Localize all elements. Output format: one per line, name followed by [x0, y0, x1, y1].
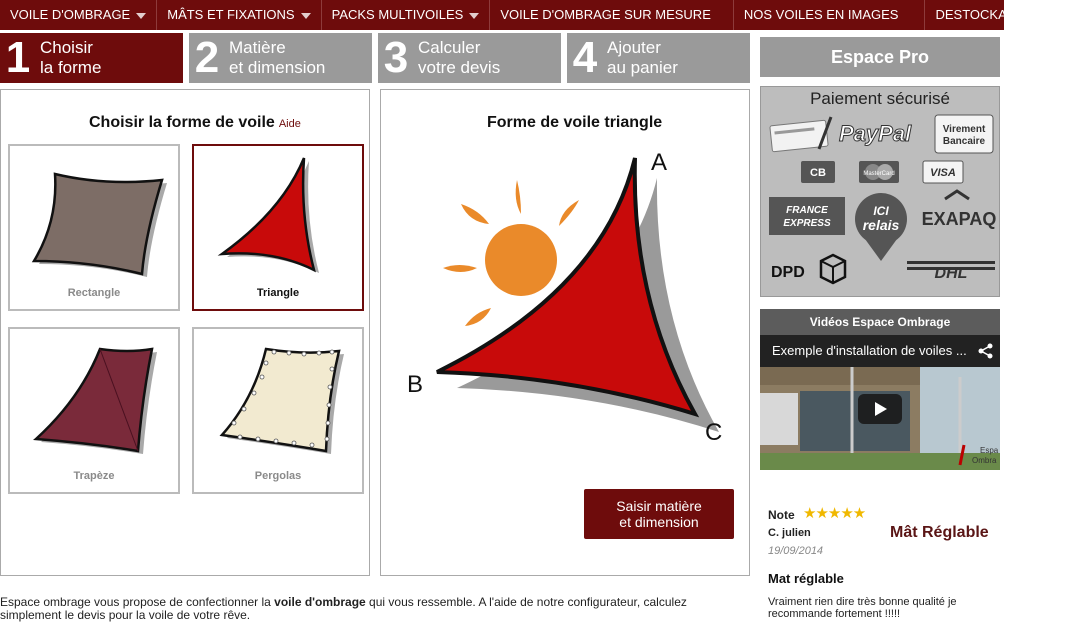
shape-pergolas[interactable] — [192, 327, 364, 494]
shape-chooser-panel — [0, 89, 370, 576]
payment-logos — [761, 111, 999, 297]
step-4[interactable]: 4 Ajouter au panier — [567, 33, 750, 83]
video-thumbnail[interactable] — [760, 367, 1000, 470]
svg-text:CB: CB — [810, 167, 826, 179]
main-nav — [0, 0, 1026, 30]
shape-label: Rectangle — [67, 287, 121, 299]
payment-title: Paiement sécurisé — [810, 89, 950, 108]
pergola-sail-icon — [204, 339, 356, 464]
svg-text:DPD: DPD — [771, 264, 805, 281]
triangle-sail-icon — [204, 156, 356, 281]
review-headline: Mat réglable — [768, 571, 844, 586]
play-icon[interactable] — [858, 394, 902, 424]
review-note-label: Note — [768, 508, 795, 522]
shape-label: Pergolas — [254, 470, 302, 482]
step-3-line2: votre devis — [418, 58, 501, 77]
rectangle-sail-icon — [20, 156, 172, 281]
video-watermark: Espa — [980, 446, 999, 455]
svg-text:Ombra: Ombra — [972, 456, 997, 465]
video-title[interactable]: Exemple d'installation de voiles ... — [772, 343, 967, 358]
triangle-preview-illustration — [381, 140, 749, 490]
mastercard-logo — [859, 161, 899, 183]
france-express-logo — [769, 197, 845, 235]
exapaq-logo — [922, 191, 997, 229]
corner-a-label: A — [651, 149, 668, 176]
intro-description: Espace ombrage vous propose de confectionner la voile d'ombrage qui vous ressemble. A l'aide de notre configurateur, calculez simplement le devis pour la voile de votre rêve. — [0, 595, 687, 622]
visa-logo — [923, 161, 963, 183]
step-1-line1: Choisir — [40, 38, 93, 57]
help-link[interactable]: Aide — [278, 118, 301, 130]
step-3[interactable]: 3 Calculer votre devis — [378, 33, 561, 83]
chevron-down-icon — [469, 13, 479, 19]
star-rating: ★★★★★ — [803, 505, 866, 522]
nav-sur-mesure[interactable]: VOILE D'OMBRAGE SUR MESURE — [490, 0, 734, 30]
payment-shipping-panel — [760, 86, 1000, 297]
svg-text:relais: relais — [862, 217, 900, 233]
review-author: C. julien — [768, 527, 811, 539]
virement-bancaire-logo — [935, 115, 993, 153]
voile-ombrage-link[interactable]: voile d'ombrage — [274, 595, 366, 609]
svg-text:EXPRESS: EXPRESS — [783, 218, 831, 229]
shape-label: Trapèze — [73, 470, 115, 482]
espace-pro-button[interactable]: Espace Pro — [760, 37, 1000, 77]
svg-text:ICI: ICI — [873, 204, 889, 218]
shape-rectangle[interactable] — [8, 144, 180, 311]
step-2-line1: Matière — [229, 38, 286, 57]
corner-b-label: B — [407, 371, 424, 398]
nav-packs-multivoiles[interactable]: PACKS MULTIVOILES — [322, 0, 491, 30]
ici-relais-logo — [855, 193, 907, 261]
paypal-logo: PayPal — [839, 121, 912, 146]
chevron-down-icon — [136, 13, 146, 19]
nav-voiles-images[interactable]: NOS VOILES EN IMAGES — [734, 0, 926, 30]
nav-destockage[interactable]: DESTOCKAGE — [935, 7, 1026, 22]
svg-text:Bancaire: Bancaire — [942, 136, 986, 147]
cheque-icon — [770, 117, 831, 152]
step-2-line2: et dimension — [229, 58, 326, 77]
step-4-line2: au panier — [607, 58, 678, 77]
video-widget[interactable] — [760, 309, 1000, 470]
dpd-logo — [771, 255, 845, 283]
chooser-title: Choisir la forme de voile Aide — [89, 114, 301, 131]
cb-logo — [801, 161, 835, 183]
trapeze-sail-icon — [20, 339, 172, 464]
svg-text:MasterCard: MasterCard — [863, 171, 895, 177]
preview-title: Forme de voile triangle — [487, 114, 663, 131]
svg-text:Virement: Virement — [942, 124, 986, 135]
dhl-logo — [907, 261, 995, 282]
shape-trapeze[interactable] — [8, 327, 180, 494]
shape-triangle[interactable] — [192, 144, 364, 311]
enter-material-dimension-button[interactable]: Saisir matière et dimension — [584, 489, 734, 539]
svg-text:VISA: VISA — [930, 167, 956, 179]
video-header: Vidéos Espace Ombrage — [760, 309, 1000, 335]
step-1[interactable]: 1 Choisir la forme — [0, 33, 183, 83]
step-2[interactable]: 2 Matière et dimension — [189, 33, 372, 83]
review-body: Vraiment rien dire très bonne qualité je recommande fortement !!!!! — [768, 596, 957, 620]
nav-voile-ombrage[interactable]: VOILE D'OMBRAGE — [0, 0, 157, 30]
review-product[interactable]: Mât Réglable — [890, 524, 989, 541]
svg-text:EXAPAQ: EXAPAQ — [921, 209, 997, 229]
shape-label: Triangle — [256, 287, 300, 299]
corner-c-label: C — [705, 419, 723, 446]
step-4-line1: Ajouter — [607, 38, 661, 57]
step-1-line2: la forme — [40, 58, 102, 77]
chevron-down-icon — [301, 13, 311, 19]
nav-mats-fixations[interactable]: MÂTS ET FIXATIONS — [157, 0, 321, 30]
svg-text:FRANCE: FRANCE — [786, 205, 828, 216]
review-date: 19/09/2014 — [768, 545, 824, 557]
share-icon[interactable] — [978, 343, 994, 359]
step-3-line1: Calculer — [418, 38, 481, 57]
svg-text:DHL: DHL — [934, 265, 968, 282]
